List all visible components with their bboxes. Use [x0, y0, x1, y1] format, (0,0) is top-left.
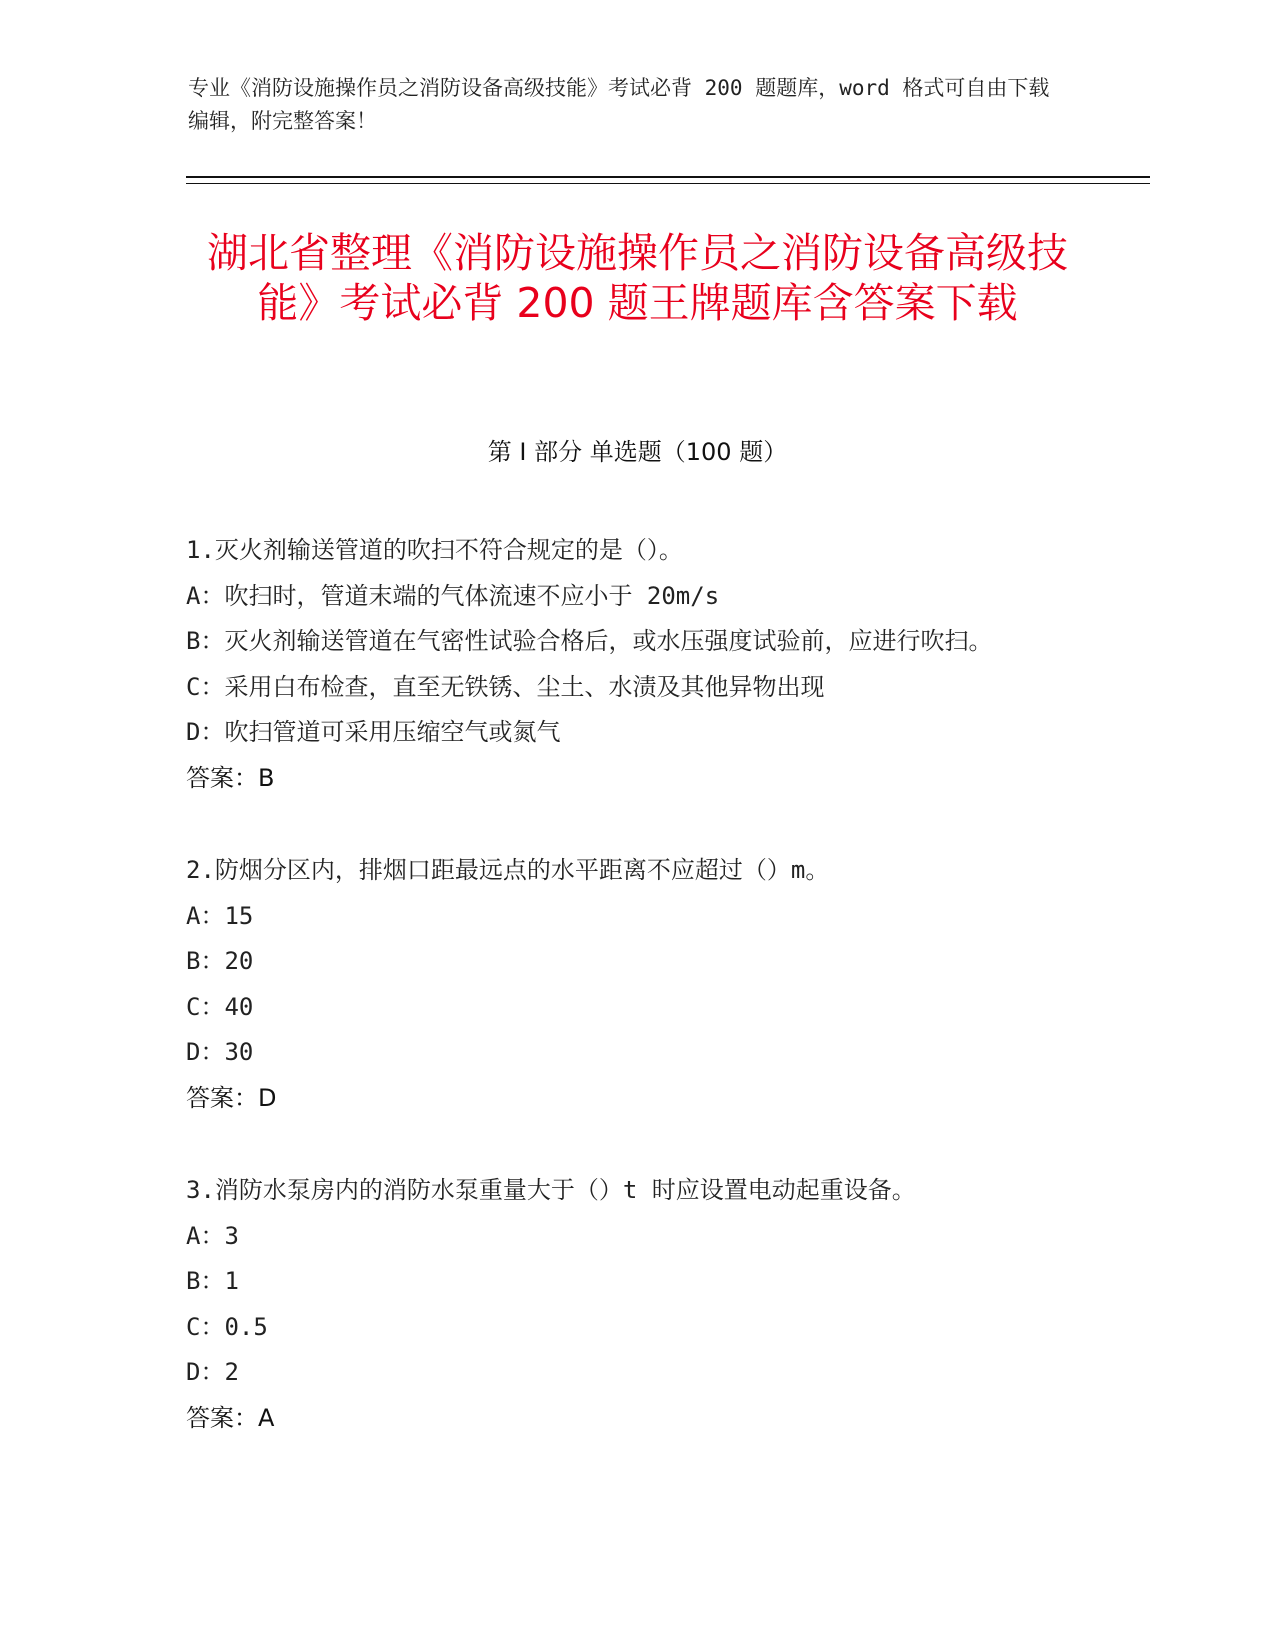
option-b: B：灭火剂输送管道在气密性试验合格后，或水压强度试验前，应进行吹扫。 — [186, 627, 993, 655]
option-c: C：40 — [186, 992, 254, 1021]
section-heading: 第 I 部分 单选题（100 题） — [487, 438, 788, 466]
header-divider-thick — [186, 176, 1150, 178]
option-c: C：采用白布检查，直至无铁锈、尘土、水渍及其他异物出现 — [186, 672, 825, 701]
option-c: C：0.5 — [186, 1312, 268, 1341]
option-d: D：2 — [186, 1358, 239, 1386]
option-d: D：30 — [186, 1038, 254, 1066]
question-item — [186, 528, 1086, 801]
question-stem: 2.防烟分区内，排烟口距最远点的水平距离不应超过（）m。 — [186, 856, 830, 884]
question-item — [186, 1168, 1086, 1441]
header-divider-thin — [186, 183, 1150, 184]
question-stem: 1.灭火剂输送管道的吹扫不符合规定的是（）。 — [186, 536, 683, 564]
answer-line: 答案：A — [186, 1403, 275, 1432]
option-a: A：3 — [186, 1221, 239, 1250]
option-a: A：吹扫时，管道末端的气体流速不应小于 20m/s — [186, 581, 720, 610]
header-note: 专业《消防设施操作员之消防设备高级技能》考试必背 200 题题库，word 格式可自由下载编辑，附完整答案！ — [188, 76, 1050, 133]
document-title: 湖北省整理《消防设施操作员之消防设备高级技能》考试必背 200 题王牌题库含答案下载 — [207, 229, 1068, 327]
option-b: B：1 — [186, 1267, 239, 1295]
option-b: B：20 — [186, 947, 254, 975]
question-item — [186, 848, 1086, 1121]
option-d: D：吹扫管道可采用压缩空气或氮气 — [186, 718, 561, 746]
answer-line: 答案：B — [186, 763, 275, 792]
option-a: A：15 — [186, 901, 254, 930]
question-list — [186, 528, 1086, 1488]
answer-line: 答案：D — [186, 1083, 277, 1112]
question-stem: 3.消防水泵房内的消防水泵重量大于（）t 时应设置电动起重设备。 — [186, 1176, 916, 1204]
